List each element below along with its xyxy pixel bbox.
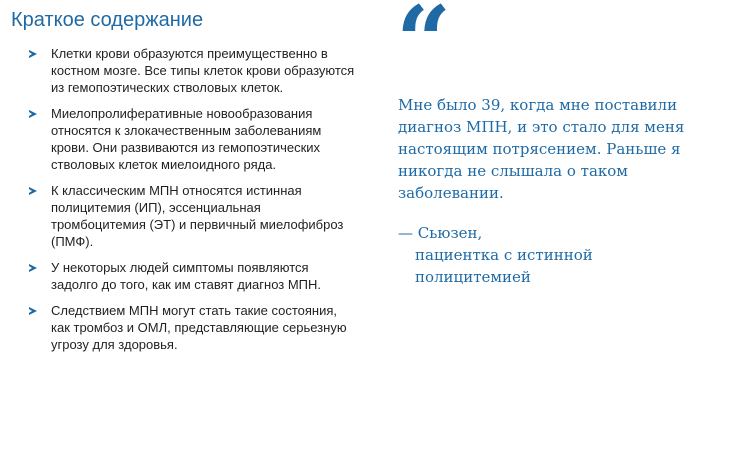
summary-item: [29, 259, 359, 293]
summary-item: [29, 302, 359, 353]
quote-attribution: [398, 222, 698, 288]
summary-item-text: Миелопролиферативные новообразования относятся к злокачественным заболеваниям крови. Они развиваются из гемопоэтических стволовых клеток миелоидного ряда.: [51, 106, 322, 172]
bullet-arrow-icon: [29, 187, 37, 195]
quote-text: Мне было 39, когда мне поставили диагноз МПН, и это стало для меня настоящим потрясением. Раньше я никогда не слышала о таком заболевании.: [398, 96, 685, 202]
summary-item: [29, 105, 359, 173]
summary-item-text: К классическим МПН относятся истинная полицитемия (ИП), эссенциальная тромбоцитемия (ЭТ) и первичный миелофиброз (ПМФ).: [51, 183, 344, 249]
bullet-arrow-icon: [29, 307, 37, 315]
summary-item: [29, 45, 359, 96]
summary-list: [29, 45, 359, 362]
quote-author: — Сьюзен,: [398, 224, 483, 242]
summary-item-text: Следствием МПН могут стать такие состояния, как тромбоз и ОМЛ, представляющие серьезную угрозу для здоровья.: [51, 303, 347, 352]
quote-author-description: пациентка с истинной полицитемией: [415, 246, 593, 286]
summary-item-text: Клетки крови образуются преимущественно в костном мозге. Все типы клеток крови образуются из гемопоэтических стволовых клеток.: [51, 46, 355, 95]
summary-item: [29, 182, 359, 250]
bullet-arrow-icon: [29, 264, 37, 272]
summary-title: Краткое содержание: [11, 9, 204, 31]
bullet-arrow-icon: [29, 50, 37, 58]
quote-mark-icon: “: [396, 0, 446, 98]
summary-item-text: У некоторых людей симптомы появляются задолго до того, как им ставят диагноз МПН.: [51, 260, 322, 292]
bullet-arrow-icon: [29, 110, 37, 118]
